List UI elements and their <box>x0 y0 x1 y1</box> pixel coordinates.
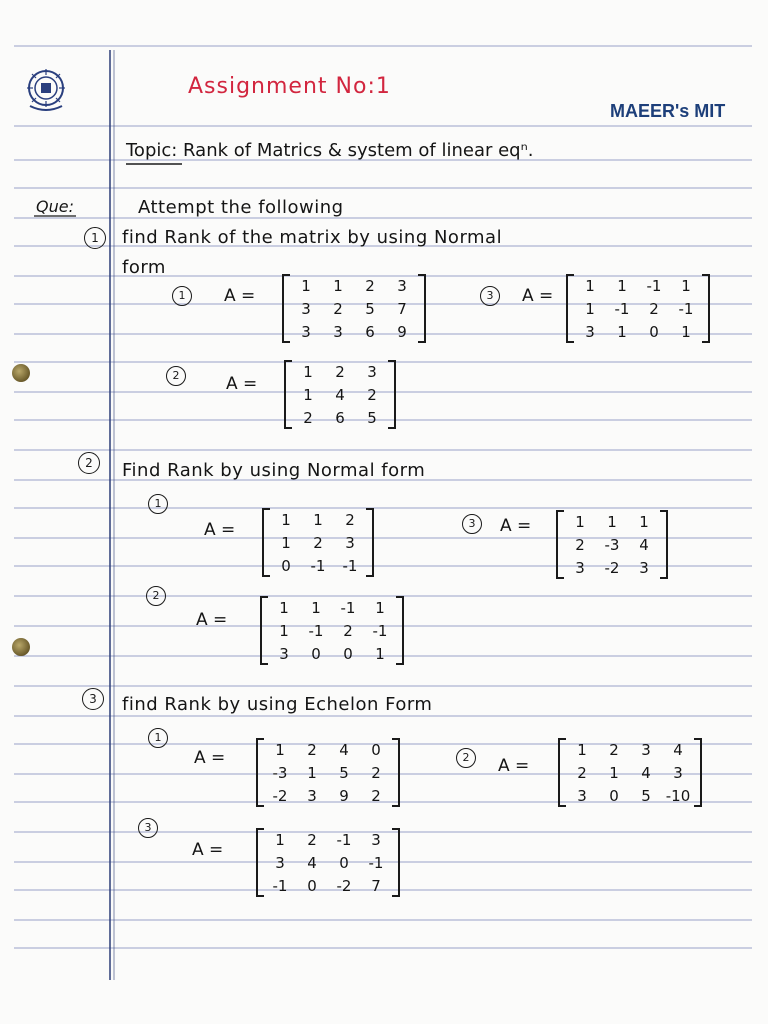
matrix-cell: -1 <box>646 276 662 295</box>
matrix-cell: 1 <box>375 644 385 663</box>
matrix-cell: -1 <box>340 598 356 617</box>
matrix-cell: 0 <box>609 786 619 805</box>
matrix-cell: 3 <box>301 299 311 318</box>
matrix-cell: 1 <box>375 598 385 617</box>
matrix-row <box>264 851 392 874</box>
matrix-row <box>564 510 660 533</box>
matrix-cell: 2 <box>333 299 343 318</box>
matrix-cell: 6 <box>365 322 375 341</box>
que-underline <box>34 214 76 218</box>
matrix-cell: 0 <box>343 644 353 663</box>
q1-part-1-matrix <box>282 274 426 343</box>
matrix-row <box>566 784 694 807</box>
matrix-cell: -1 <box>308 621 324 640</box>
topic-line: Topic: Rank of Matrics & system of linear eqⁿ. <box>126 140 534 161</box>
q1-part-3-number: 3 <box>480 286 500 306</box>
matrix-cell: 3 <box>371 830 381 849</box>
matrix-cell: 1 <box>307 763 317 782</box>
matrix-cell: 1 <box>681 322 691 341</box>
binder-hole-top <box>12 364 30 382</box>
matrix-cell: 0 <box>371 740 381 759</box>
matrix-row <box>574 297 702 320</box>
matrix-cell: 1 <box>575 512 585 531</box>
q2-part-2-matrix <box>260 596 404 665</box>
instruction-text: Attempt the following <box>138 197 344 218</box>
matrix-cell: 3 <box>333 322 343 341</box>
matrix-cell: 6 <box>335 408 345 427</box>
q2-part-1-label: A = <box>204 520 236 540</box>
matrix-cell: 0 <box>311 644 321 663</box>
matrix-cell: 7 <box>397 299 407 318</box>
matrix-row <box>270 531 366 554</box>
matrix-row <box>264 828 392 851</box>
matrix-cell: 1 <box>275 740 285 759</box>
matrix-row <box>264 874 392 897</box>
matrix-row <box>264 784 392 807</box>
matrix-cell: 3 <box>307 786 317 805</box>
matrix-cell: 2 <box>313 533 323 552</box>
matrix-cell: 3 <box>641 740 651 759</box>
matrix-row <box>292 406 388 429</box>
matrix-cell: 2 <box>335 362 345 381</box>
brand-name: MAEER's MIT <box>610 101 726 121</box>
matrix-cell: 9 <box>397 322 407 341</box>
q2-part-2-number: 2 <box>146 586 166 606</box>
question-1-heading-cont: form <box>122 257 166 278</box>
matrix-cell: -10 <box>665 786 691 805</box>
question-number-2: 2 <box>78 452 100 474</box>
matrix-cell: 4 <box>339 740 349 759</box>
binder-hole-bottom <box>12 638 30 656</box>
matrix-cell: 3 <box>639 558 649 577</box>
matrix-row <box>292 383 388 406</box>
matrix-cell: 2 <box>575 535 585 554</box>
matrix-cell: 3 <box>585 322 595 341</box>
matrix-cell: -2 <box>604 558 620 577</box>
q3-part-1-matrix <box>256 738 400 807</box>
matrix-cell: 1 <box>313 510 323 529</box>
matrix-row <box>264 761 392 784</box>
matrix-cell: 1 <box>585 299 595 318</box>
matrix-row <box>270 554 366 577</box>
matrix-cell: -1 <box>368 853 384 872</box>
q1-part-1-label: A = <box>224 286 256 306</box>
q3-part-3-matrix <box>256 828 400 897</box>
matrix-row <box>290 274 418 297</box>
matrix-row <box>574 274 702 297</box>
matrix-cell: 5 <box>641 786 651 805</box>
question-3-heading: find Rank by using Echelon Form <box>122 694 433 715</box>
question-number-1: 1 <box>84 227 106 249</box>
q2-part-1-matrix <box>262 508 374 577</box>
mit-logo-icon <box>26 68 66 112</box>
matrix-cell: 9 <box>339 786 349 805</box>
matrix-cell: 1 <box>311 598 321 617</box>
matrix-cell: -3 <box>604 535 620 554</box>
matrix-cell: 2 <box>371 763 381 782</box>
matrix-cell: -1 <box>678 299 694 318</box>
matrix-cell: 3 <box>397 276 407 295</box>
matrix-row <box>566 761 694 784</box>
matrix-cell: 3 <box>301 322 311 341</box>
matrix-cell: -1 <box>310 556 326 575</box>
matrix-cell: 2 <box>307 830 317 849</box>
matrix-row <box>290 320 418 343</box>
matrix-cell: -3 <box>272 763 288 782</box>
matrix-cell: 2 <box>577 763 587 782</box>
q3-part-1-label: A = <box>194 748 226 768</box>
matrix-row <box>574 320 702 343</box>
matrix-cell: 4 <box>335 385 345 404</box>
q2-part-3-label: A = <box>500 516 532 536</box>
q1-part-3-label: A = <box>522 286 554 306</box>
q2-part-2-label: A = <box>196 610 228 630</box>
assignment-title: Assignment No:1 <box>188 74 391 99</box>
matrix-cell: 2 <box>303 408 313 427</box>
q3-part-2-label: A = <box>498 756 530 776</box>
matrix-cell: -1 <box>614 299 630 318</box>
matrix-cell: 2 <box>345 510 355 529</box>
matrix-cell: 2 <box>609 740 619 759</box>
matrix-cell: -1 <box>336 830 352 849</box>
que-label: Que: <box>36 197 74 216</box>
matrix-cell: -1 <box>272 876 288 895</box>
matrix-row <box>270 508 366 531</box>
matrix-cell: 0 <box>649 322 659 341</box>
matrix-cell: -2 <box>272 786 288 805</box>
matrix-cell: 1 <box>303 385 313 404</box>
matrix-cell: 7 <box>371 876 381 895</box>
matrix-cell: 2 <box>649 299 659 318</box>
matrix-cell: 1 <box>585 276 595 295</box>
matrix-cell: 2 <box>343 621 353 640</box>
matrix-row <box>564 556 660 579</box>
matrix-cell: 3 <box>275 853 285 872</box>
matrix-cell: 2 <box>367 385 377 404</box>
matrix-cell: 4 <box>639 535 649 554</box>
q1-part-2-label: A = <box>226 374 258 394</box>
q1-part-1-number: 1 <box>172 286 192 306</box>
q2-part-1-number: 1 <box>148 494 168 514</box>
topic-underline <box>126 162 182 166</box>
matrix-cell: 5 <box>339 763 349 782</box>
matrix-cell: 1 <box>617 322 627 341</box>
question-1-heading: find Rank of the matrix by using Normal <box>122 227 503 248</box>
matrix-cell: 2 <box>365 276 375 295</box>
q1-part-3-matrix <box>566 274 710 343</box>
q1-part-2-matrix <box>284 360 396 429</box>
matrix-cell: 5 <box>367 408 377 427</box>
q1-part-2-number: 2 <box>166 366 186 386</box>
q3-part-3-label: A = <box>192 840 224 860</box>
matrix-cell: 1 <box>609 763 619 782</box>
matrix-cell: 3 <box>577 786 587 805</box>
matrix-cell: 1 <box>281 533 291 552</box>
matrix-cell: -2 <box>336 876 352 895</box>
matrix-cell: 1 <box>281 510 291 529</box>
matrix-cell: 1 <box>607 512 617 531</box>
matrix-cell: 1 <box>639 512 649 531</box>
matrix-row <box>292 360 388 383</box>
matrix-cell: 2 <box>371 786 381 805</box>
matrix-cell: 0 <box>281 556 291 575</box>
matrix-row <box>268 596 396 619</box>
matrix-cell: 1 <box>577 740 587 759</box>
matrix-cell: 2 <box>307 740 317 759</box>
matrix-cell: 1 <box>303 362 313 381</box>
matrix-row <box>268 642 396 665</box>
q3-part-2-matrix <box>558 738 702 807</box>
matrix-row <box>566 738 694 761</box>
matrix-cell: 1 <box>617 276 627 295</box>
matrix-row <box>564 533 660 556</box>
matrix-cell: 1 <box>279 598 289 617</box>
q3-part-3-number: 3 <box>138 818 158 838</box>
matrix-cell: 3 <box>345 533 355 552</box>
matrix-cell: 3 <box>279 644 289 663</box>
q3-part-2-number: 2 <box>456 748 476 768</box>
question-2-heading: Find Rank by using Normal form <box>122 460 426 481</box>
matrix-cell: 4 <box>673 740 683 759</box>
matrix-cell: 5 <box>365 299 375 318</box>
q3-part-1-number: 1 <box>148 728 168 748</box>
matrix-cell: 1 <box>279 621 289 640</box>
matrix-cell: 3 <box>367 362 377 381</box>
matrix-cell: 3 <box>673 763 683 782</box>
matrix-row <box>264 738 392 761</box>
matrix-cell: -1 <box>372 621 388 640</box>
matrix-cell: 1 <box>333 276 343 295</box>
matrix-cell: 0 <box>307 876 317 895</box>
matrix-cell: 1 <box>275 830 285 849</box>
matrix-cell: 1 <box>301 276 311 295</box>
matrix-cell: 3 <box>575 558 585 577</box>
matrix-cell: 4 <box>307 853 317 872</box>
matrix-row <box>268 619 396 642</box>
matrix-row <box>290 297 418 320</box>
matrix-cell: 1 <box>681 276 691 295</box>
matrix-cell: 0 <box>339 853 349 872</box>
q2-part-3-matrix <box>556 510 668 579</box>
q2-part-3-number: 3 <box>462 514 482 534</box>
matrix-cell: 4 <box>641 763 651 782</box>
question-number-3: 3 <box>82 688 104 710</box>
matrix-cell: -1 <box>342 556 358 575</box>
